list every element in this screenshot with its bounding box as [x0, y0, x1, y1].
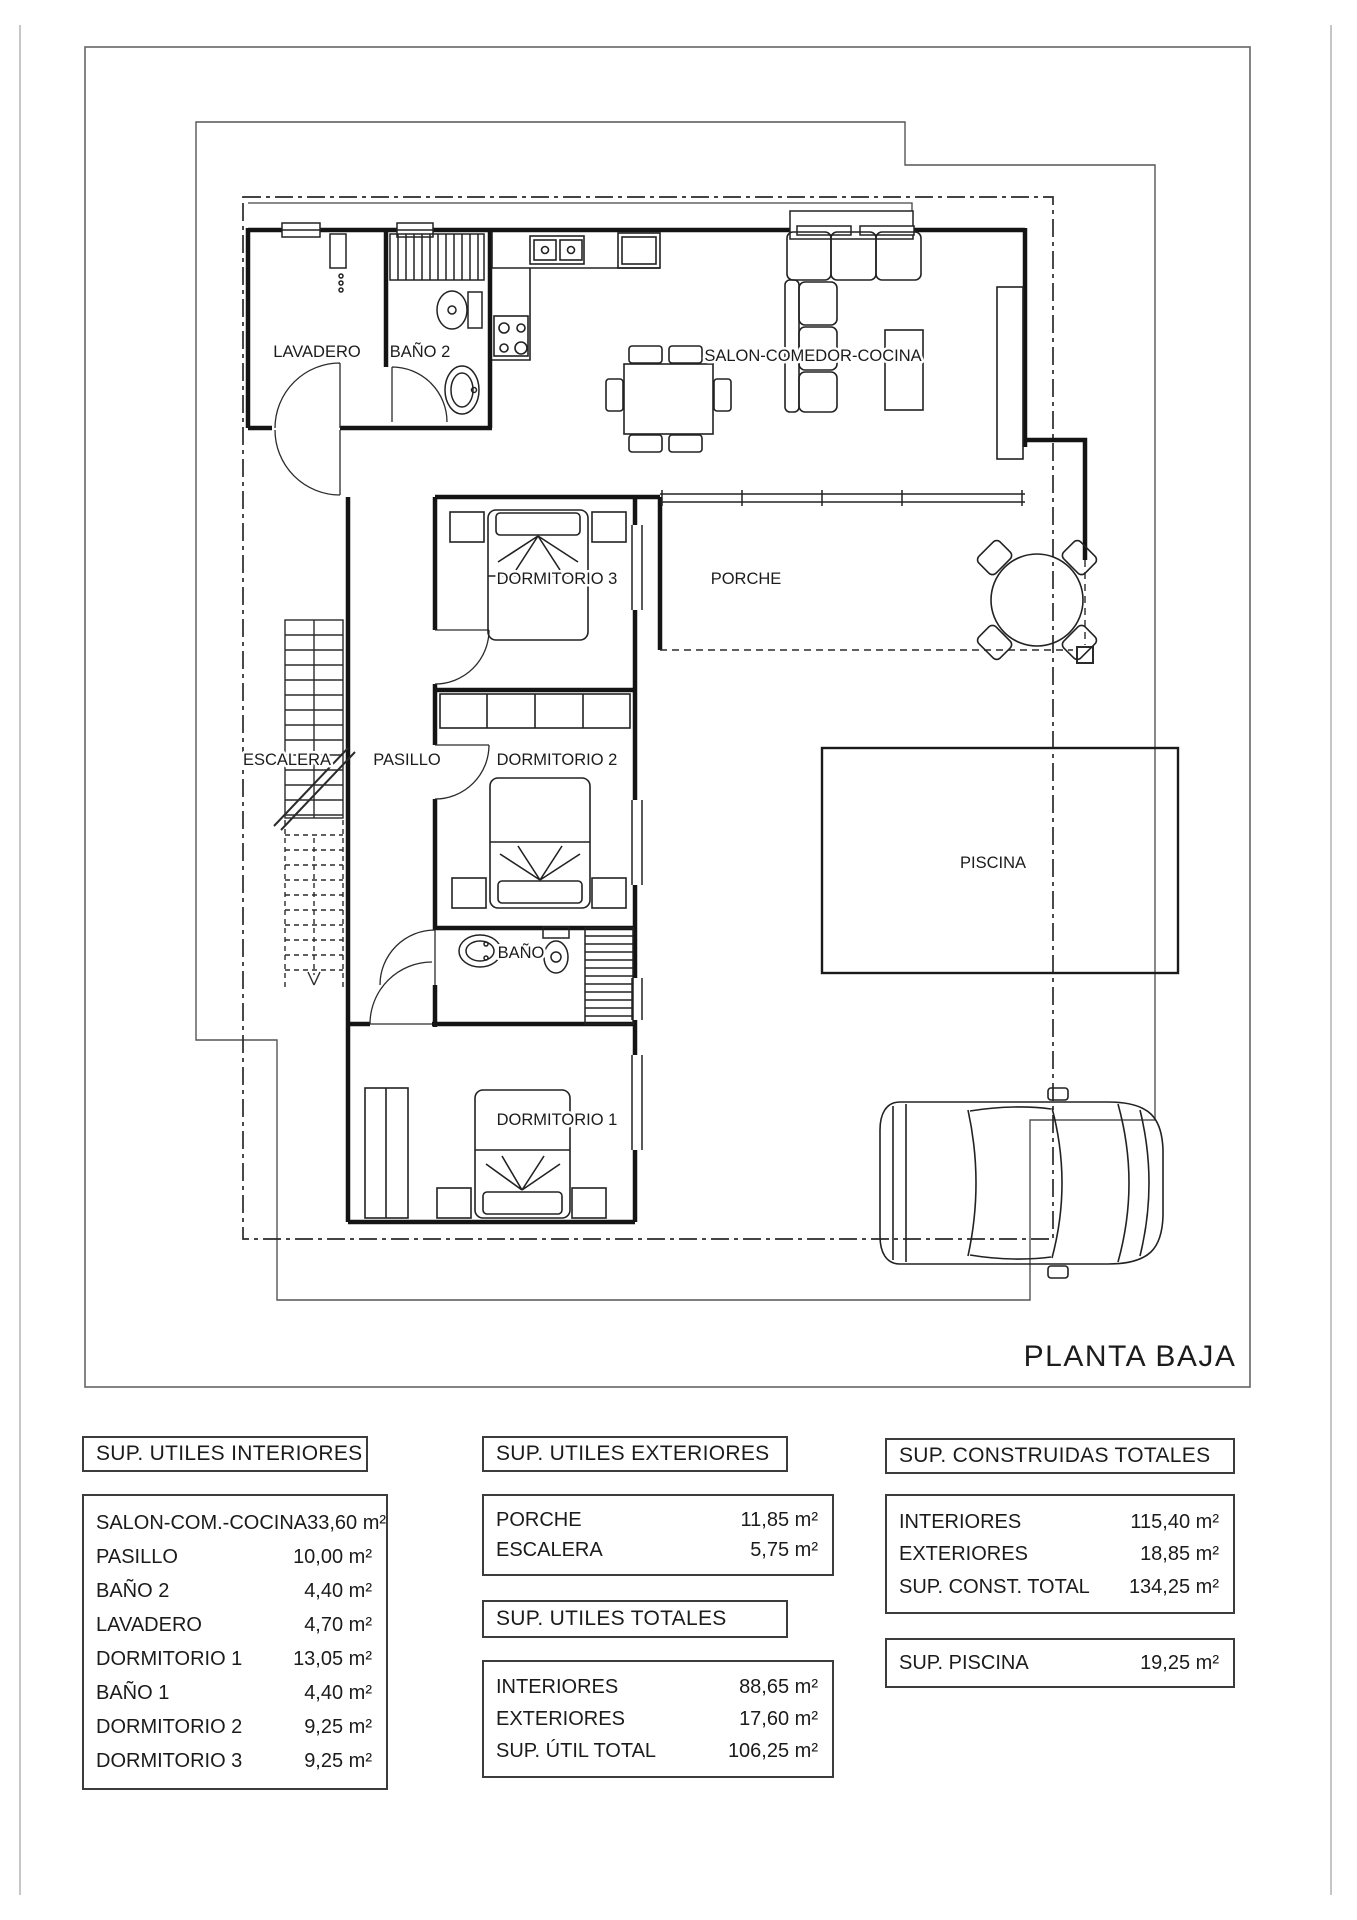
- row-label: DORMITORIO 2: [96, 1716, 243, 1738]
- dashdot-roof-line: [243, 197, 1053, 1239]
- table-row: [484, 1510, 832, 1530]
- table-utiles-totales: [482, 1660, 834, 1778]
- table-row: [484, 1741, 832, 1761]
- bedroom1-furniture: [365, 1088, 606, 1218]
- row-value: 4,70 m²: [304, 1614, 372, 1636]
- row-value: 5,75 m²: [750, 1539, 818, 1562]
- toilet-bowl: [437, 291, 467, 329]
- toilet-tank: [468, 292, 482, 328]
- bed: [475, 1090, 570, 1218]
- row-label: SUP. CONST. TOTAL: [899, 1575, 1090, 1598]
- row-value: 134,25 m²: [1128, 1575, 1219, 1598]
- room-label-porche: PORCHE: [710, 570, 782, 588]
- row-value: 115,40 m²: [1130, 1510, 1219, 1533]
- table-row: [484, 1540, 832, 1560]
- room-label-bano1: BAÑO: [497, 944, 545, 962]
- living-room: [606, 232, 1023, 459]
- table-row: [84, 1683, 386, 1703]
- nightstand: [592, 878, 626, 908]
- laundry-fixture: [330, 234, 346, 292]
- row-value: 19,25 m²: [1140, 1652, 1219, 1674]
- row-label: SUP. ÚTIL TOTAL: [496, 1740, 657, 1762]
- stove: [494, 316, 528, 356]
- row-label: BAÑO 1: [96, 1682, 170, 1704]
- table-row: [887, 1577, 1233, 1597]
- kitchen: [492, 232, 660, 360]
- walls: [248, 228, 1085, 1222]
- row-label: ESCALERA: [496, 1539, 603, 1562]
- room-label-piscina: PISCINA: [959, 854, 1027, 872]
- drawing-frame: [85, 47, 1250, 1387]
- row-label: BAÑO 2: [96, 1580, 170, 1602]
- row-value: 33,60 m²: [307, 1512, 387, 1534]
- row-value: 9,25 m²: [304, 1716, 372, 1738]
- floor-title: PLANTA BAJA: [1023, 1340, 1237, 1373]
- nightstand: [592, 512, 626, 542]
- table-row: [84, 1547, 386, 1567]
- toilet-bowl: [544, 941, 568, 973]
- row-value: 10,00 m²: [293, 1546, 372, 1568]
- room-label-dormitorio2: DORMITORIO 2: [496, 751, 618, 769]
- nightstand: [437, 1188, 471, 1218]
- bedroom2-furniture: [452, 778, 626, 908]
- table-title-utiles-totales: SUP. UTILES TOTALES: [482, 1600, 788, 1638]
- row-label: PASILLO: [96, 1546, 178, 1568]
- table-utiles-interiores: [82, 1494, 388, 1790]
- row-label: EXTERIORES: [496, 1708, 625, 1730]
- nightstand: [572, 1188, 606, 1218]
- table-row: [887, 1512, 1233, 1532]
- fridge: [618, 233, 660, 268]
- table-row: [84, 1615, 386, 1635]
- sideboard: [997, 287, 1023, 459]
- sofa-arm: [785, 280, 799, 412]
- row-value: 13,05 m²: [293, 1648, 372, 1670]
- nightstand: [452, 878, 486, 908]
- room-label-dormitorio3: DORMITORIO 3: [496, 570, 618, 588]
- table-row: [887, 1653, 1233, 1673]
- plot-boundary: [196, 122, 1155, 1300]
- row-value: 4,40 m²: [304, 1682, 372, 1704]
- room-label-pasillo: PASILLO: [373, 751, 441, 769]
- row-label: LAVADERO: [96, 1614, 202, 1636]
- row-value: 4,40 m²: [304, 1580, 372, 1602]
- counter-left: [492, 268, 530, 360]
- row-value: 9,25 m²: [304, 1750, 372, 1772]
- table-row: [84, 1649, 386, 1669]
- bathroom1: [459, 927, 633, 1024]
- table-utiles-exteriores: [482, 1494, 834, 1576]
- room-label-escalera: ESCALERA: [242, 751, 332, 769]
- row-label: SUP. PISCINA: [899, 1652, 1029, 1674]
- row-label: PORCHE: [496, 1508, 582, 1531]
- row-value: 11,85 m²: [740, 1508, 818, 1531]
- row-label: INTERIORES: [496, 1676, 619, 1698]
- mirror: [1048, 1266, 1068, 1278]
- row-label: SALON-COM.-COCINA: [96, 1512, 308, 1534]
- row-label: DORMITORIO 3: [96, 1750, 243, 1772]
- row-value: 106,25 m²: [727, 1740, 818, 1762]
- room-label-bano2: BAÑO 2: [389, 343, 451, 361]
- table-title-construidas-totales: SUP. CONSTRUIDAS TOTALES: [885, 1438, 1235, 1474]
- porch-table: [975, 538, 1098, 661]
- dining-table: [624, 364, 713, 434]
- bed: [490, 778, 590, 908]
- table-row: [84, 1513, 386, 1533]
- room-label-salon: SALON-COMEDOR-COCINA: [704, 347, 922, 365]
- table-row: [84, 1581, 386, 1601]
- row-value: 18,85 m²: [1140, 1543, 1219, 1565]
- bathroom2: [390, 234, 484, 414]
- table-construidas-totales: [885, 1494, 1235, 1614]
- table-sup-piscina: [885, 1638, 1235, 1688]
- row-label: EXTERIORES: [899, 1543, 1028, 1565]
- coffee-table: [885, 330, 923, 410]
- bedroom3-furniture: [440, 510, 630, 728]
- table-row: [84, 1717, 386, 1737]
- room-label-lavadero: LAVADERO: [273, 343, 361, 361]
- table-title-utiles-exteriores: SUP. UTILES EXTERIORES: [482, 1436, 788, 1472]
- table-row: [484, 1709, 832, 1729]
- row-label: DORMITORIO 1: [96, 1648, 243, 1670]
- row-value: 17,60 m²: [739, 1708, 818, 1730]
- row-label: INTERIORES: [899, 1510, 1022, 1533]
- car: [880, 1088, 1163, 1278]
- table-row: [887, 1544, 1233, 1564]
- table-title-utiles-interiores: SUP. UTILES INTERIORES: [82, 1436, 368, 1472]
- table-row: [484, 1677, 832, 1697]
- room-label-dormitorio1: DORMITORIO 1: [496, 1111, 618, 1129]
- table-row: [84, 1751, 386, 1771]
- mirror: [1048, 1088, 1068, 1100]
- row-value: 88,65 m²: [739, 1676, 818, 1698]
- stairs: [274, 620, 355, 988]
- nightstand: [450, 512, 484, 542]
